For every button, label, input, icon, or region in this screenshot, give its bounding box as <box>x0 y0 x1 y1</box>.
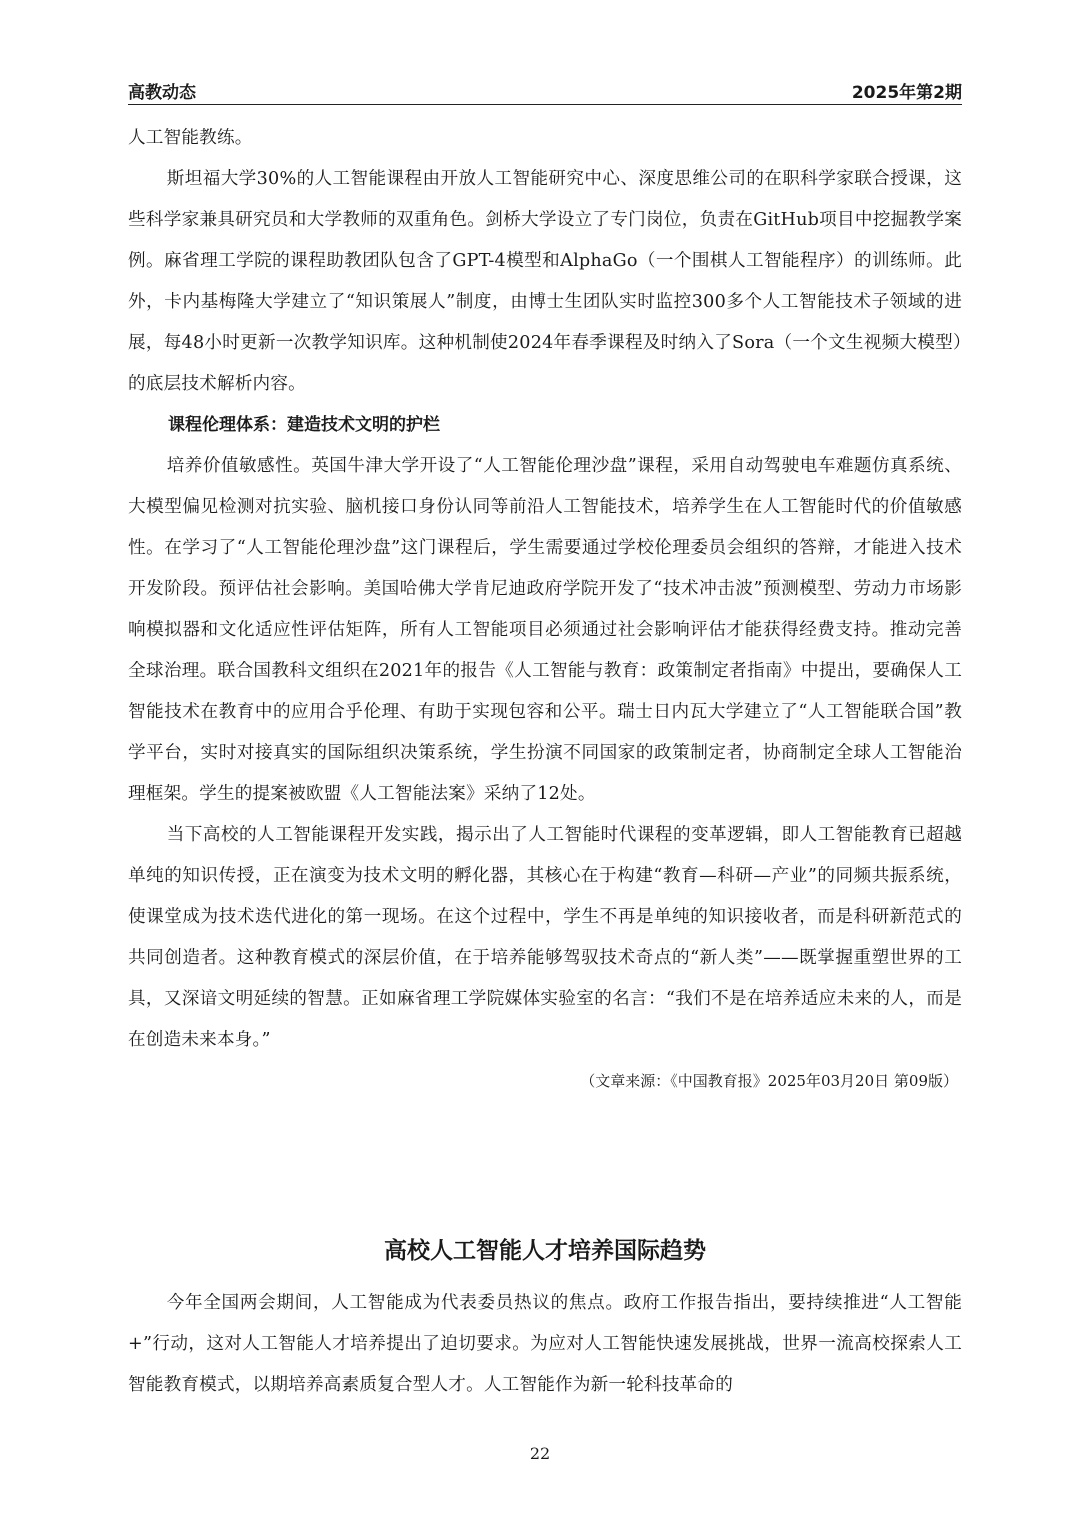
paragraph: 培养价值敏感性。英国牛津大学开设了“人工智能伦理沙盘”课程，采用自动驾驶电车难题仿真系统、大模型偏见检测对抗实验、脑机接口身份认同等前沿人工智能技术，培养学生在人工智能时代的价值敏感性。在学习了“人工智能伦理沙盘”这门课程后，学生需要通过学校伦理委员会组织的答辩，才能进入技术开发阶段。预评估社会影响。美国哈佛大学肯尼迪政府学院开发了“技术冲击波”预测模型、劳动力市场影响模拟器和文化适应性评估矩阵，所有人工智能项目必须通过社会影响评估才能获得经费支持。推动完善全球治理。联合国教科文组织在2021年的报告《人工智能与教育：政策制定者指南》中提出，要确保人工智能技术在教育中的应用合乎伦理、有助于实现包容和公平。瑞士日内瓦大学建立了“人工智能联合国”教学平台，实时对接真实的国际组织决策系统，学生扮演不同国家的政策制定者，协商制定全球人工智能治理框架。学生的提案被欧盟《人工智能法案》采纳了12处。 <box>128 456 962 804</box>
article2-body <box>128 1283 962 1406</box>
paragraph: 斯坦福大学30%的人工智能课程由开放人工智能研究中心、深度思维公司的在职科学家联合授课，这些科学家兼具研究员和大学教师的双重角色。剑桥大学设立了专门岗位，负责在GitHub项目中挖掘教学案例。麻省理工学院的课程助教团队包含了GPT-4模型和AlphaGo（一个围棋人工智能程序）的训练师。此外，卡内基梅隆大学建立了“知识策展人”制度，由博士生团队实时监控300多个人工智能技术子领域的进展，每48小时更新一次教学知识库。这种机制使2024年春季课程及时纳入了Sora（一个文生视频大模型）的底层技术解析内容。 <box>128 169 962 394</box>
section-heading: 课程伦理体系：建造技术文明的护栏 <box>168 415 440 435</box>
journal-name: 高教动态 <box>128 83 196 103</box>
paragraph: 今年全国两会期间，人工智能成为代表委员热议的焦点。政府工作报告指出，要持续推进“人工智能+”行动，这对人工智能人才培养提出了迫切要求。为应对人工智能快速发展挑战，世界一流高校探索人工智能教育模式，以期培养高素质复合型人才。人工智能作为新一轮科技革命的 <box>128 1293 962 1395</box>
source-citation: （文章来源：《中国教育报》2025年03月20日 第09版） <box>580 1072 958 1090</box>
running-header <box>128 74 962 105</box>
paragraph: 当下高校的人工智能课程开发实践，揭示出了人工智能时代课程的变革逻辑，即人工智能教育已超越单纯的知识传授，正在演变为技术文明的孵化器，其核心在于构建“教育—科研—产业”的同频共振系统，使课堂成为技术迭代进化的第一现场。在这个过程中，学生不再是单纯的知识接收者，而是科研新范式的共同创造者。这种教育模式的深层价值，在于培养能够驾驭技术奇点的“新人类”——既掌握重塑世界的工具，又深谙文明延续的智慧。正如麻省理工学院媒体实验室的名言：“我们不是在培养适应未来的人，而是在创造未来本身。” <box>128 825 962 1050</box>
paragraph: 人工智能教练。 <box>128 128 253 148</box>
issue-label: 2025年第2期 <box>851 83 962 103</box>
article-title: 高校人工智能人才培养国际趋势 <box>384 1238 706 1264</box>
article-body <box>128 118 962 1102</box>
page-number: 22 <box>529 1444 551 1463</box>
